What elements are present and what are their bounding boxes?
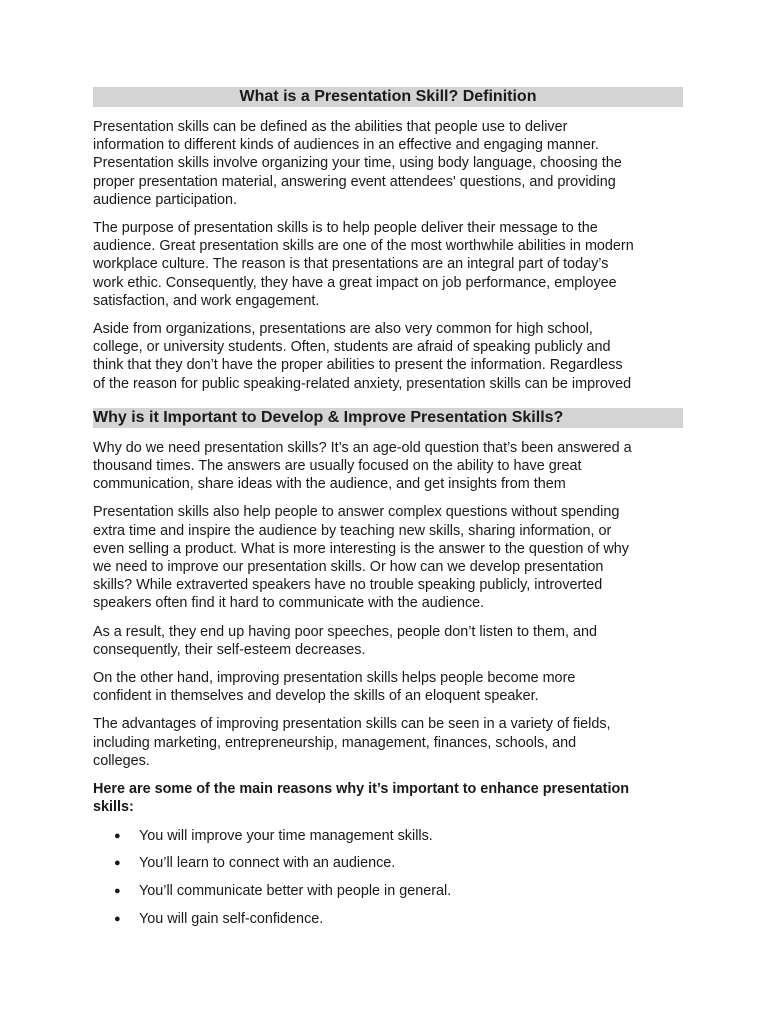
- document-page: [93, 87, 683, 938]
- text-line: including marketing, entrepreneurship, management, finances, schools, and: [93, 734, 577, 751]
- section-2-paragraph-4: [93, 669, 683, 705]
- text-line: skills? While extraverted speakers have no trouble speaking publicly, introverted: [93, 577, 603, 594]
- list-item-text: You will improve your time management skills.: [139, 827, 433, 844]
- text-line: information to different kinds of audiences in an effective and engaging manner.: [93, 137, 599, 154]
- bullet-icon: ●: [114, 829, 121, 842]
- list-item-text: You’ll learn to connect with an audience.: [139, 855, 396, 872]
- text-line: communication, share ideas with the audience, and get insights from them: [93, 476, 566, 493]
- text-line: extra time and inspire the audience by teaching new skills, sharing information, or: [93, 522, 612, 539]
- text-line: Presentation skills can be defined as the abilities that people use to deliver: [93, 119, 568, 135]
- text-line: think that they don’t have the proper abilities to present the information. Regardless: [93, 357, 623, 374]
- section-1-paragraph-3: [93, 320, 683, 393]
- list-item: [93, 854, 683, 872]
- text-line: The advantages of improving presentation skills can be seen in a variety of fields,: [93, 716, 611, 733]
- text-line: Aside from organizations, presentations are also very common for high school,: [93, 321, 593, 338]
- text-line: Here are some of the main reasons why it’s important to enhance presentation: [93, 781, 630, 798]
- section-2-paragraph-1: [93, 439, 683, 494]
- section-2-paragraph-5: [93, 715, 683, 770]
- reasons-intro: [93, 780, 683, 816]
- text-line: audience participation.: [93, 191, 238, 208]
- text-line: On the other hand, improving presentation skills helps people become more: [93, 670, 576, 687]
- list-item-text: You will gain self-confidence.: [139, 910, 324, 927]
- text-line: we need to improve our presentation skills. Or how can we develop presentation: [93, 559, 604, 576]
- text-line: skills:: [93, 799, 134, 816]
- text-line: consequently, their self-esteem decreases.: [93, 641, 366, 658]
- text-line: Presentation skills also help people to answer complex questions without spending: [93, 504, 620, 521]
- bullet-icon: ●: [114, 885, 121, 898]
- bullet-icon: ●: [114, 857, 121, 870]
- section-2-heading: Why is it Important to Develop & Improve Presentation Skills?: [93, 408, 683, 428]
- section-2-paragraph-3: [93, 623, 683, 659]
- text-line: colleges.: [93, 752, 150, 769]
- text-line: satisfaction, and work engagement.: [93, 292, 320, 309]
- text-line: workplace culture. The reason is that presentations are an integral part of today’s: [93, 256, 609, 273]
- list-item: [93, 910, 683, 928]
- text-line: Why do we need presentation skills? It’s an age-old question that’s been answered a: [93, 439, 632, 456]
- text-line: of the reason for public speaking-related anxiety, presentation skills can be improved: [93, 375, 632, 392]
- text-line: confident in themselves and develop the skills of an eloquent speaker.: [93, 688, 539, 705]
- section-2-paragraph-2: [93, 503, 683, 612]
- text-line: college, or university students. Often, students are afraid of speaking publicly and: [93, 339, 611, 356]
- section-1-paragraph-2: [93, 219, 683, 310]
- text-line: audience. Great presentation skills are one of the most worthwhile abilities in modern: [93, 238, 634, 255]
- text-line: even selling a product. What is more interesting is the answer to the question of why: [93, 540, 629, 557]
- list-item: [93, 827, 683, 845]
- text-line: Presentation skills involve organizing your time, using body language, choosing the: [93, 155, 622, 172]
- reasons-list: [93, 827, 683, 929]
- list-item: [93, 882, 683, 900]
- text-line: The purpose of presentation skills is to help people deliver their message to the: [93, 220, 598, 237]
- section-1-paragraph-1: [93, 118, 683, 209]
- text-line: work ethic. Consequently, they have a great impact on job performance, employee: [93, 274, 617, 291]
- text-line: speakers often find it hard to communicate with the audience.: [93, 595, 485, 612]
- text-line: As a result, they end up having poor speeches, people don’t listen to them, and: [93, 623, 598, 640]
- section-1-heading: What is a Presentation Skill? Definition: [93, 87, 683, 107]
- text-line: proper presentation material, answering event attendees' questions, and providing: [93, 173, 616, 190]
- text-line: thousand times. The answers are usually focused on the ability to have great: [93, 458, 582, 475]
- list-item-text: You’ll communicate better with people in general.: [139, 883, 452, 900]
- bullet-icon: ●: [114, 912, 121, 925]
